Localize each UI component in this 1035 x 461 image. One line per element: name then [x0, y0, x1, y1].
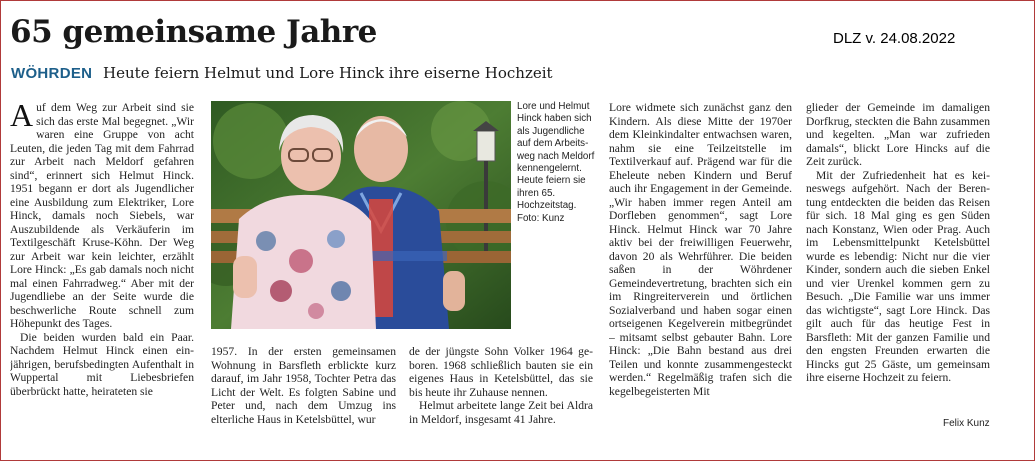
subheadline: Heute feiern Helmut und Lore Hinck ihre eiserne Hochzeit	[103, 64, 553, 82]
couple-photo	[211, 101, 511, 329]
source-date: DLZ v. 24.08.2022	[833, 30, 956, 47]
kicker-location: WÖHRDEN	[11, 65, 93, 82]
couple-photo-illustration	[211, 101, 511, 329]
paragraph: Mit der Zufriedenheit hat es keineswegs aufgehört. Nach der Berentung entdeckten die beiden das Reisen für sich. 18 Mal ging es gen Süden nach Konstanz, Wien oder Prag. Auch im Lebensmittelpunkt Ketelsbüttel wurde es lebendig: Nicht nur die vier Kinder, sondern auch die sieben Enkel und vier Urenkel kommen gern zu Besuch. „Die Familie war uns immer das wichtigste“, sagt Lore Hinck. Das gilt auch für das heutige Fest in Barsfleth: Mit der ganzen Familie und den engsten Freunden erwarten die Hincks gut 25 Gäste, um gemeinsam ihre eiserne Hochzeit zu feiern.	[806, 168, 990, 384]
article-column-2	[211, 345, 396, 435]
article-column-1	[10, 101, 194, 431]
paragraph	[10, 101, 194, 331]
paragraph: Helmut arbeitete lange Zeit bei Aldra in Meldorf, insgesamt 41 Jahre.	[409, 399, 593, 426]
author-byline: Felix Kunz	[943, 418, 990, 429]
headline: 65 gemeinsame Jahre	[10, 14, 377, 50]
paragraph-text: uf dem Weg zur Arbeit sind sie sich das erste Mal begegnet. „Wir waren eine Gruppe von acht Leuten, die jeden Tag mit dem Fahrrad zur Arbeit nach Meldorf gefahren sind“, erinnert sich Helmut Hinck. 1951 begann er dort als Jugendlicher eine Ausbildung zum Elektriker, Lore Hinck, damals noch Siebels, war Auszubildende als Verkäuferin im Textilgeschäft Kruse-Köhn. Der Weg zur Arbeit war kein leichter, erzählt Lore Hinck: „Es gab damals noch nicht mal einen Fahrradweg.“ Aber mit der Jugendliebe an der Seite wurde die beschwerliche Route schnell zum Höhepunkt des Tages.	[10, 101, 194, 330]
paragraph: Lore widmete sich zunächst ganz den Kindern. Als diese Mitte der 1970er dem Kleinkindalter entwachsen waren, nahm sie eine Teilzeitstelle im Textilverkauf auf. Prägend war für die Eheleute neben Kindern und Beruf auch ihr Engagement in der Gemeinde. „Wir haben immer regen Anteil am Dorfleben genommen“, sagt Lore Hinck. Helmut Hinck war 70 Jahre aktiv bei der freiwilligen Feuerwehr, davon 20 als Wehrführer. Die beiden saßen in der Wöhrdener Gemeindevertretung, brachten sich ein im Ringreiterverein und örtlichen Sozialverband und haben sogar einen ortseigenen Kegelverein mitbegründet – mitsamt selbst gebauter Bahn. Lore Hinck: „Die Bahn bestand aus drei Teilen und konnte zusammengesteckt werden.“ Regelmäßig trafen sich die kegelbegeisterten Mit	[609, 101, 792, 398]
paragraph: 1957. In der ersten gemeinsamen Wohnung in Barsfleth erblickte kurz darauf, im Jahr 1958, Tochter Petra das Licht der Welt. Es folgten Sabine und Peter und, nach dem Umzug ins elterliche Haus in Ketelsbüttel, wur	[211, 345, 396, 426]
article-column-4	[609, 101, 792, 435]
subheadline-row	[11, 64, 553, 82]
paragraph: Die beiden wurden bald ein Paar. Nachdem Helmut Hinck einen einjährigen, berufsbedingten Aufenthalt in Wuppertal mit Liebesbriefen überbrückt hatte, heirateten sie	[10, 330, 194, 398]
article-column-5	[806, 101, 990, 417]
drop-cap: A	[10, 101, 34, 133]
article-column-3	[409, 345, 593, 435]
paragraph: glieder der Gemeinde im damaligen Dorfkrug, steckten die Bahn zusammen und kegelten. „Man war zufrieden damals“, blickt Lore Hincks auf die Zeit zurück.	[806, 101, 990, 168]
paragraph: de der jüngste Sohn Volker 1964 geboren. 1968 schließlich bauten sie ein eigenes Haus in Ketelsbüttel, das sie bis heute ihr Zuhause nennen.	[409, 345, 593, 399]
photo-caption: Lore und Helmut Hinck haben sich als Jugendliche auf dem Arbeitsweg nach Meldorf kennengelernt. Heute feiern sie ihren 65. Hochzeitstag. Foto: Kunz	[517, 101, 595, 224]
